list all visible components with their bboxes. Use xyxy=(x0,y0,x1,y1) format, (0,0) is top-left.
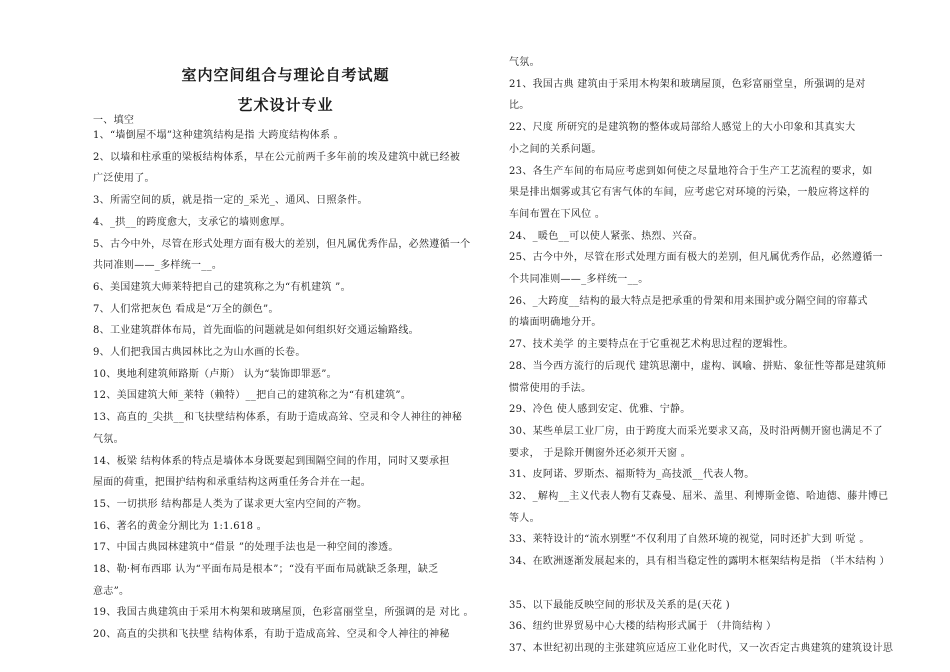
question-line: 26、_大跨度__结构的最大特点是把承重的骨架和用来围护或分隔空间的帘幕式 xyxy=(509,295,868,307)
question-line: 车间布置在下风位 。 xyxy=(509,208,606,220)
question-line: 气氛。 xyxy=(93,433,124,445)
question-line: 10、奥地利建筑师路斯（卢斯） 认为“装饰即罪恶”。 xyxy=(93,368,337,380)
question-line: 广泛使用了。 xyxy=(93,173,155,185)
question-line: 34、在欧洲逐渐发展起来的，具有相当稳定性的露明木框架结构是指 （半木结构 ） xyxy=(509,556,890,568)
document-title: 室内空间组合与理论自考试题 xyxy=(181,66,390,84)
question-line: 32、_解构__主义代表人物有艾森曼、屈米、盖里、利博斯金德、哈迪德、藤井博已 xyxy=(509,491,889,502)
question-line: 13、高直的_尖拱__和飞扶壁结构体系，有助于造成高耸、空灵和令人神往的神秘 xyxy=(93,412,463,424)
question-line: 个共同准则——_多样统一__。 xyxy=(509,274,649,285)
question-line: 21、我国古典 建筑由于采用木构架和玻璃屋顶，色彩富丽堂皇，所强调的是对 xyxy=(509,78,866,90)
question-line: 意志”。 xyxy=(93,585,130,597)
question-line: 16、著名的黄金分割比为 1:1.618 。 xyxy=(93,520,268,532)
question-line: 36、纽约世界贸易中心大楼的结构形式属于 （井筒结构 ） xyxy=(509,621,777,633)
question-line: 果是排出烟雾或其它有害气体的车间，应考虑它对环境的污染，一般应将这样的 xyxy=(509,187,870,199)
question-line: 2、以墙和柱承重的梁板结构体系，早在公元前两千多年前的埃及建筑中就已经被 xyxy=(93,151,461,163)
question-line: 屋面的荷重，把围护结构和承重结构这两重任务合并在一起。 xyxy=(93,477,372,489)
question-line: 25、古今中外，尽管在形式处理方面有极大的差别，但凡属优秀作品，必然遵循一 xyxy=(509,252,883,264)
question-line: 1、“墙倒屋不塌”这种建筑结构是指 大跨度结构体系 。 xyxy=(93,130,345,141)
document-subtitle: 艺术设计专业 xyxy=(237,96,334,114)
question-line: 35、以下最能反映空间的形状及关系的是(天花 ) xyxy=(509,599,730,611)
question-line: 14、板梁 结构体系的特点是墙体本身既要起到围隔空间的作用，同时又要承担 xyxy=(93,455,450,467)
question-line: 15、一切拱形 结构都是人类为了谋求更大室内空间的产物。 xyxy=(93,498,368,510)
question-line: 24、_暖色__可以使人紧张、热烈、兴奋。 xyxy=(509,230,704,242)
question-line: 4、_拱__的跨度愈大，支承它的墙则愈厚。 xyxy=(93,216,291,228)
question-line: 28、当今西方流行的后现代 建筑思潮中，虚构、讽喻、拼贴、象征性等都是建筑师 xyxy=(509,360,887,372)
question-line: 37、本世纪初出现的主张建筑应适应工业化时代，又一次否定古典建筑的建筑设计思 xyxy=(509,642,894,654)
question-line: 29、冷色 使人感到安定、优雅、宁静。 xyxy=(509,404,691,416)
question-line: 惯常使用的手法。 xyxy=(509,382,592,394)
question-line: 12、美国建筑大师_莱特（赖特）__把自己的建筑称之为“有机建筑”。 xyxy=(93,390,412,402)
question-line: 要求， 于是除开侧窗外还必须开天窗 。 xyxy=(509,447,692,459)
question-line: 27、技术美学 的主要特点在于它重视艺术构思过程的逻辑性。 xyxy=(509,339,794,351)
question-line: 31、皮阿诺、罗斯杰、福斯特为_高技派__代表人物。 xyxy=(509,469,755,481)
question-line: 等人。 xyxy=(509,512,540,524)
question-line: 6、美国建筑大师莱特把自己的建筑称之为“有机建筑 ”。 xyxy=(93,281,351,293)
question-line: 3、所需空间的质，就是指一定的_采光_、通风、日照条件。 xyxy=(93,195,368,207)
question-line: 共同准则——_多样统一__。 xyxy=(93,260,223,272)
question-line: 比。 xyxy=(509,100,530,112)
section-heading: 一、填空 xyxy=(93,115,135,126)
question-line: 气氛。 xyxy=(509,57,540,68)
question-line: 33、莱特设计的“流水别墅”不仅利用了自然环境的视觉，同时还扩大到 听觉 。 xyxy=(509,534,870,546)
question-line: 17、中国古典园林建筑中“借景 ”的处理手法也是一种空间的渗透。 xyxy=(93,542,399,554)
question-line: 23、各生产车间的布局应考虑到如何使之尽量地符合于生产工艺流程的要求，如 xyxy=(509,165,873,177)
question-line: 30、某些单层工业厂房，由于跨度大而采光要求又高，及时沿两侧开窗也满足不了 xyxy=(509,425,883,437)
question-line: 小之间的关系问题。 xyxy=(509,143,602,155)
question-line: 19、我国古典建筑由于采用木构架和玻璃屋顶，色彩富丽堂皇，所强调的是 对比 。 xyxy=(93,607,474,619)
question-line: 18、勒·柯布西耶 认为“平面布局是根本”；“没有平面布局就缺乏条理，缺乏 xyxy=(93,564,439,575)
question-line: 7、人们常把灰色 看成是“万全的颜色”。 xyxy=(93,303,279,315)
question-line: 5、古今中外，尽管在形式处理方面有极大的差别，但凡属优秀作品，必然遵循一个 xyxy=(93,238,471,250)
question-line: 22、尺度 所研究的是建筑物的整体或局部给人感觉上的大小印象和其真实大 xyxy=(509,122,856,134)
question-line: 9、人们把我国古典园林比之为山水画的长卷。 xyxy=(93,347,306,358)
question-line: 20、高直的尖拱和飞扶壁 结构体系，有助于造成高耸、空灵和令人神往的神秘 xyxy=(93,629,450,641)
question-line: 8、工业建筑群体布局，首先面临的问题就是如何组织好交通运输路线。 xyxy=(93,325,419,337)
question-line: 的墙面明确地分开。 xyxy=(509,317,602,329)
